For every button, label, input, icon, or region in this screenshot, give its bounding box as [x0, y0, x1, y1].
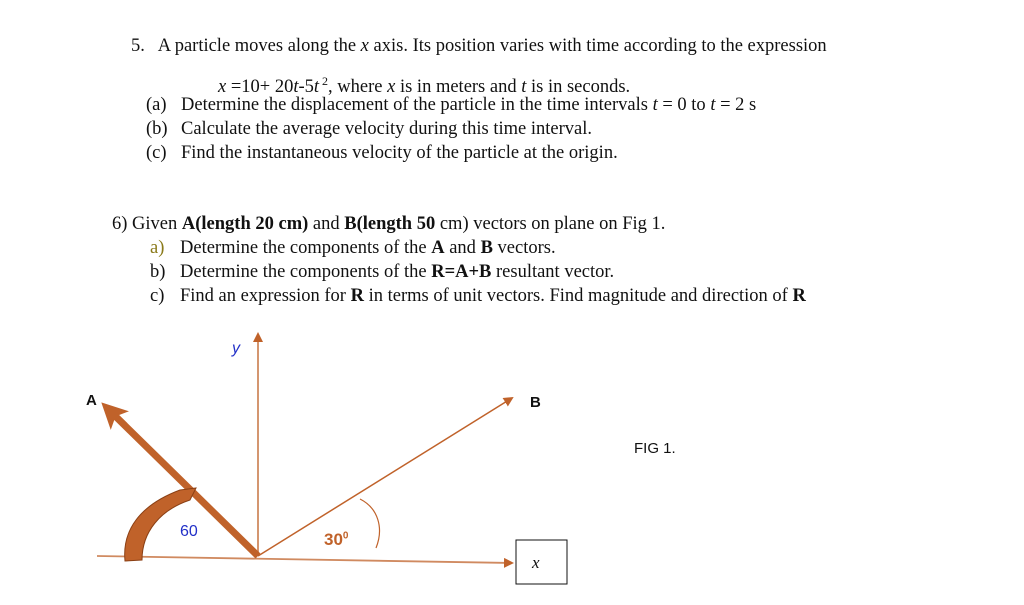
x-axis-label: x: [532, 553, 540, 572]
angle-b-label: $30^0$: [324, 530, 349, 549]
problem6-part-b: b) Determine the components of the R=A+B resultant vector.: [150, 262, 615, 282]
x-label-box: [516, 540, 567, 584]
vector-a-label: A: [86, 392, 97, 409]
vector-b: [258, 398, 512, 556]
problem5-equation: x =10+ 20t-5t $^2$, where x is in meters and t is in seconds.: [218, 74, 631, 98]
problem6-part-a: a) Determine the components of the A and B vectors.: [150, 238, 556, 258]
vector-b-label: B: [530, 394, 541, 411]
angle-a-label: 60: [180, 523, 198, 540]
problem5-intro: 5. A particle moves along the x axis. Its position varies with time according to the expression: [131, 36, 827, 56]
problem6-intro: 6) Given A(length 20 cm) and B(length 50 cm) vectors on plane on Fig 1.: [112, 214, 666, 234]
problem5-part-b: (b) Calculate the average velocity during this time interval.: [146, 119, 592, 139]
problem5-part-c: (c) Find the instantaneous velocity of the particle at the origin.: [146, 143, 618, 163]
x-axis: [97, 556, 512, 563]
y-axis-label: y: [232, 340, 240, 357]
problem6-part-c: c) Find an expression for R in terms of unit vectors. Find magnitude and direction of R: [150, 286, 806, 306]
figure-caption: FIG 1.: [634, 440, 676, 457]
angle-arc-30: [360, 499, 379, 548]
problem5-number: 5.: [131, 36, 145, 56]
problem5-part-a: (a) Determine the displacement of the particle in the time intervals t = 0 to t = 2 s: [146, 95, 757, 115]
